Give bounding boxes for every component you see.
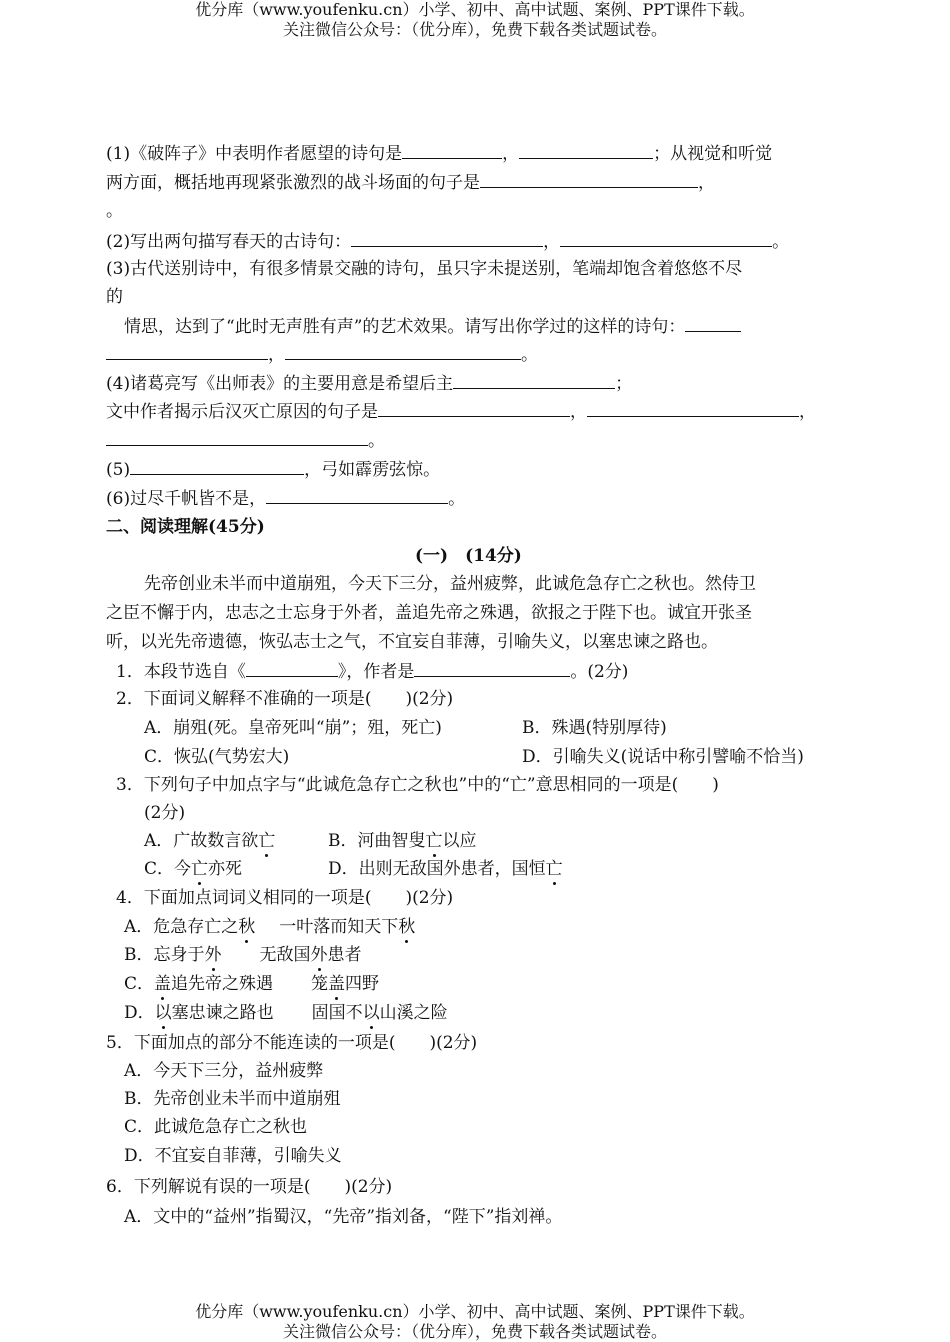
period: 。: [521, 345, 538, 365]
option-text: 固国不: [311, 1003, 363, 1023]
option-text: 以应: [442, 831, 477, 851]
dotted-char: 秋: [238, 917, 256, 937]
fill-q3-text-c: 情思，达到了“此时无声胜有声”的艺术效果。请写出你学过的这样的诗句：: [124, 317, 686, 337]
fill-question-3-cont: [106, 286, 123, 308]
option-c[interactable]: [124, 973, 379, 995]
section-title: 二、阅读理解(45分): [106, 517, 265, 537]
option-text: 亦死: [208, 859, 243, 879]
fill-question-3-cont2: [124, 315, 741, 338]
fill-q5-text-b: ，弓如霹雳弦惊。: [304, 460, 441, 480]
answer-blank[interactable]: [378, 400, 570, 417]
dotted-char: 以: [362, 1003, 380, 1023]
fill-question-4-end: [106, 429, 385, 452]
reading-question-3: 3．下列句子中加点字与“此诚危急存亡之秋也”中的“亡”意思相同的一项是( ): [116, 775, 719, 795]
option-c[interactable]: [144, 858, 242, 880]
option-a[interactable]: [144, 830, 275, 852]
answer-blank[interactable]: [685, 315, 741, 332]
comma: ，: [543, 232, 561, 252]
option-text: B．忘身于: [124, 945, 205, 965]
passage-line: 先帝创业未半而中道崩殂，今天下三分，益州疲弊，此诚危急存亡之秋也。然侍卫: [144, 574, 756, 594]
option-a[interactable]: A．崩殂(死。皇帝死叫“崩”；殂，死亡): [144, 718, 442, 738]
fill-question-2: [106, 230, 789, 253]
comma: ，: [268, 345, 285, 365]
period: 。: [368, 431, 385, 451]
answer-blank[interactable]: [285, 343, 521, 360]
reading-question-5: 5．下面加点的部分不能连读的一项是( )(2分): [106, 1033, 478, 1053]
option-text: 塞忠谏之路也: [171, 1003, 274, 1023]
reading-question-6: 6．下列解说有误的一项是( )(2分): [106, 1177, 393, 1197]
answer-blank[interactable]: [587, 400, 799, 417]
answer-blank[interactable]: [519, 142, 653, 159]
rq1-text-a: 1．本段节选自《: [116, 662, 246, 682]
dotted-char: 亡: [425, 831, 443, 851]
fill-q1-text-c: 两方面，概括地再现紧张激烈的战斗场面的句子是: [106, 173, 480, 193]
option-b[interactable]: B．殊遇(特别厚待): [522, 718, 667, 738]
fill-q1-text-d: 。: [106, 201, 123, 221]
reading-question-2: 2．下面词义解释不准确的一项是( )(2分): [116, 689, 454, 709]
answer-blank[interactable]: [414, 660, 570, 677]
comma: ，: [698, 173, 715, 193]
answer-blank[interactable]: [402, 142, 502, 159]
option-text: C．: [124, 974, 155, 994]
fill-question-3-cont3: [106, 343, 538, 366]
comma: ，: [570, 402, 587, 422]
dotted-char: 亡: [258, 831, 276, 851]
option-text: 山溪之险: [379, 1003, 448, 1023]
option-b[interactable]: [328, 830, 477, 852]
dotted-char: 亡: [545, 859, 563, 879]
dotted-char: 外: [204, 945, 222, 965]
passage-line: 听，以光先帝遗德，恢弘志士之气，不宜妄自菲薄，引喻失义，以塞忠谏之路也。: [106, 632, 718, 652]
option-text: B．河曲智叟: [328, 831, 426, 851]
option-text: 无敌国: [259, 945, 311, 965]
option-d[interactable]: D．不宜妄自菲薄，引喻失义: [124, 1146, 342, 1166]
option-text: 四野: [345, 974, 380, 994]
fill-question-4-cont: [106, 400, 816, 423]
option-text: A．危急存亡之: [124, 917, 239, 937]
fill-q6-text: (6)过尽千帆皆不是，: [106, 489, 267, 509]
dotted-char: 以: [154, 1003, 172, 1023]
option-c[interactable]: C．此诚危急存亡之秋也: [124, 1117, 308, 1137]
option-d[interactable]: D．引喻失义(说话中称引譬喻不恰当): [522, 747, 804, 767]
option-a[interactable]: A．文中的“益州”指蜀汉，“先帝”指刘备，“陛下”指刘禅。: [124, 1207, 563, 1227]
option-text: 追先帝之殊遇: [171, 974, 274, 994]
option-b[interactable]: [124, 944, 362, 966]
fill-question-4: [106, 372, 632, 395]
period: 。: [772, 232, 790, 252]
fill-question-1: [106, 142, 772, 165]
page-footer-line2: 关注微信公众号：（优分库），免费下载各类试题试卷。: [282, 1322, 667, 1341]
option-c[interactable]: C．恢弘(气势宏大): [144, 747, 290, 767]
option-d[interactable]: [124, 1002, 448, 1024]
fill-question-3: [106, 258, 742, 280]
answer-blank[interactable]: [560, 230, 772, 247]
fill-question-6: [106, 487, 465, 510]
comma: ，: [799, 402, 816, 422]
option-text: C．今: [144, 859, 192, 879]
reading-question-1: [116, 660, 628, 683]
option-text: 笼: [311, 974, 329, 994]
fill-q5-text-a: (5): [106, 460, 131, 480]
rq1-text-c: 。(2分): [570, 662, 629, 682]
page-footer-line1: 优分库（www.youfenku.cn）小学、初中、高中试题、案例、PPT课件下载。: [195, 1302, 755, 1321]
part-title: (一) (14分): [415, 546, 522, 566]
answer-blank[interactable]: [130, 458, 304, 475]
option-a[interactable]: [124, 916, 415, 938]
answer-blank[interactable]: [106, 429, 368, 446]
dotted-char: 亡: [191, 859, 209, 879]
dotted-char: 秋: [398, 917, 416, 937]
answer-blank[interactable]: [453, 372, 615, 389]
option-text: 一叶落而知天下: [279, 917, 399, 937]
option-d[interactable]: [328, 858, 563, 880]
answer-blank[interactable]: [351, 230, 543, 247]
fill-question-5: [106, 458, 440, 481]
option-text: D．: [124, 1003, 155, 1023]
fill-question-1-end: [106, 200, 123, 222]
answer-blank[interactable]: [246, 660, 338, 677]
fill-question-1-cont: [106, 171, 715, 194]
option-b[interactable]: B．先帝创业未半而中道崩殂: [124, 1089, 341, 1109]
fill-q1-text-b: ；从视觉和听觉: [653, 144, 773, 164]
rq1-text-b: 》，作者是: [337, 662, 415, 682]
fill-q4-text-a: (4)诸葛亮写《出师表》的主要用意是希望后主: [106, 374, 454, 394]
fill-q3-text-a: (3)古代送别诗中，有很多情景交融的诗句，虽只字未提送别，笔端却饱含着悠悠不尽: [106, 259, 743, 279]
fill-q4-text-b: 文中作者揭示后汉灭亡原因的句子是: [106, 402, 378, 422]
option-text: 患者: [327, 945, 362, 965]
semicolon: ；: [615, 374, 633, 394]
option-a[interactable]: A．今天下三分，益州疲弊: [124, 1061, 324, 1081]
comma: ，: [502, 144, 520, 164]
dotted-char: 盖: [154, 974, 172, 994]
fill-q1-text-a: (1)《破阵子》中表明作者愿望的诗句是: [106, 144, 403, 164]
reading-question-4: 4．下面加点词词义相同的一项是( )(2分): [116, 888, 454, 908]
period: 。: [448, 489, 466, 509]
answer-blank[interactable]: [480, 171, 698, 188]
passage-line: 之臣不懈于内，忠志之士忘身于外者，盖追先帝之殊遇，欲报之于陛下也。诚宜开张圣: [106, 603, 752, 623]
page-header-line1: 优分库（www.youfenku.cn）小学、初中、高中试题、案例、PPT课件下载。: [195, 0, 755, 19]
dotted-char: 盖: [328, 974, 346, 994]
answer-blank[interactable]: [266, 487, 448, 504]
dotted-char: 外: [310, 945, 328, 965]
fill-q3-text-b: 的: [106, 287, 123, 307]
answer-blank[interactable]: [106, 343, 268, 360]
option-text: D．出则无敌国外患者，国恒: [328, 859, 546, 879]
reading-question-3-score: (2分): [144, 803, 186, 823]
option-text: A．广故数言欲: [144, 831, 259, 851]
fill-q2-text: (2)写出两句描写春天的古诗句：: [106, 232, 352, 252]
page-header-line2: 关注微信公众号：（优分库），免费下载各类试题试卷。: [282, 20, 667, 39]
